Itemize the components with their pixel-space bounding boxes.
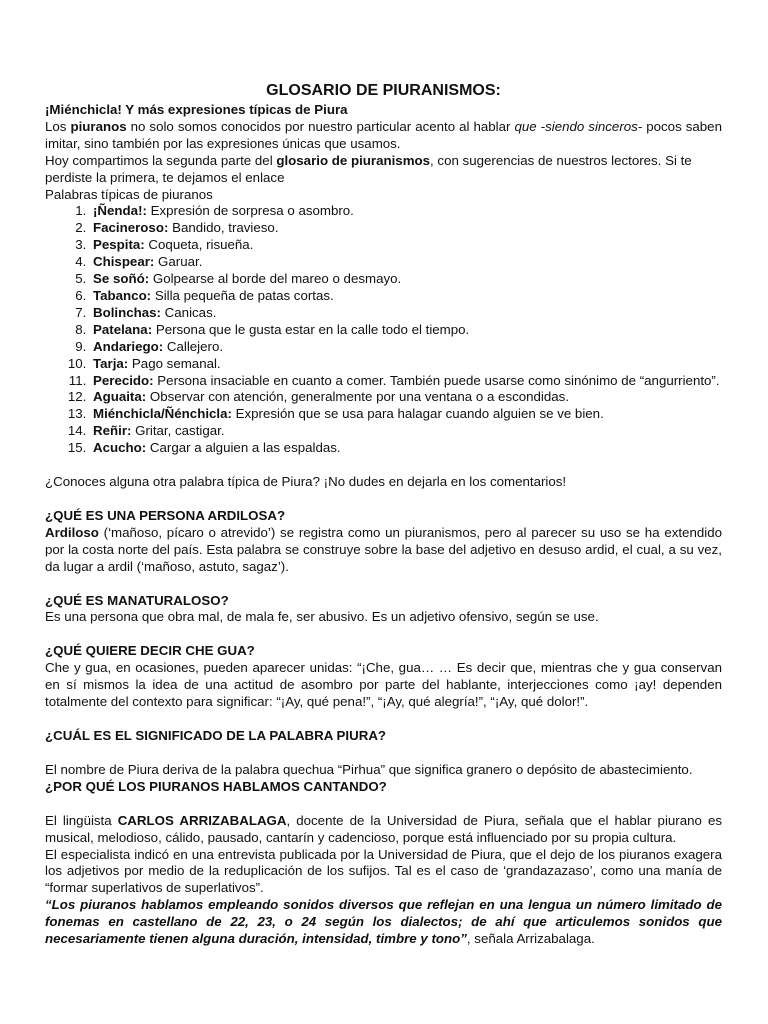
section-heading-ardilosa: ¿QUÉ ES UNA PERSONA ARDILOSA? bbox=[45, 507, 286, 523]
section-heading-manaturaloso: ¿QUÉ ES MANATURALOSO? bbox=[45, 592, 229, 608]
glossary-item: 7. Bolinchas: Canicas. bbox=[90, 305, 722, 322]
arrizabalaga-quote: “Los piuranos hablamos empleando sonidos diversos que reflejan en una lengua un número limitado de fonemas en castellano de 22, 23, o 24 según los dialectos; de ahí que articulemos sonidos que necesariamente tienen alguna duración, intensidad, timbre y tono”, señala Arrizabalaga. bbox=[45, 897, 722, 947]
glossary-item: 6. Tabanco: Silla pequeña de patas cortas. bbox=[90, 288, 722, 305]
document-page bbox=[45, 80, 722, 948]
glossary-item: 8. Patelana: Persona que le gusta estar en la calle todo el tiempo. bbox=[90, 322, 722, 339]
document-title: GLOSARIO DE PIURANISMOS: bbox=[266, 82, 501, 99]
section-text-manaturaloso: Es una persona que obra mal, de mala fe, ser abusivo. Es un adjetivo ofensivo, según se use. bbox=[45, 609, 599, 625]
intro-paragraph-3: Palabras típicas de piuranos bbox=[45, 186, 213, 202]
section-text-ardilosa: Ardiloso (‘mañoso, pícaro o atrevido’) se registra como un piuranismos, pero al parecer su uso se ha extendido por la costa norte del país. Esta palabra se construye sobre la base del adjetivo en desuso ardid, el cual, a su vez, da lugar a ardil (‘mañoso, astuto, sagaz’). bbox=[45, 524, 722, 574]
glossary-item: 12. Aguaita: Observar con atención, generalmente por una ventana o a escondidas. bbox=[90, 389, 722, 406]
comment-invitation: ¿Conoces alguna otra palabra típica de Piura? ¡No dudes en dejarla en los comentarios! bbox=[45, 474, 567, 490]
section-text-cantando-1: El lingüista CARLOS ARRIZABALAGA, docente de la Universidad de Piura, señala que el hablar piurano es musical, melodioso, cálido, pausado, cantarín y cadencioso, porque está influenciado por su propia cultura. bbox=[45, 812, 722, 845]
intro-paragraph-2: Hoy compartimos la segunda parte del glosario de piuranismos, con sugerencias de nuestros lectores. Si te perdiste la primera, te dejamos el enlace bbox=[45, 152, 692, 185]
glossary-item: 10. Tarja: Pago semanal. bbox=[90, 356, 722, 373]
document-subtitle: ¡Miénchicla! Y más expresiones típicas de Piura bbox=[45, 102, 348, 117]
glossary-item: 3. Pespita: Coqueta, risueña. bbox=[90, 237, 722, 254]
section-text-che-gua: Che y gua, en ocasiones, pueden aparecer unidas: “¡Che, gua… … Es decir que, mientras che y gua conservan en sí mismos la idea de una actitud de asombro por parte del hablante, interjecciones como ¡ay! dependen totalmente del contexto para significar: “¡Ay, qué pena!”, “¡Ay, qué alegría!”, “¡Ay, qué dolor!”. bbox=[45, 660, 722, 710]
glossary-item: 2. Facineroso: Bandido, travieso. bbox=[90, 220, 722, 237]
glossary-item: 1. ¡Ñenda!: Expresión de sorpresa o asombro. bbox=[90, 203, 722, 220]
glossary-item: 15. Acucho: Cargar a alguien a las espaldas. bbox=[90, 440, 722, 457]
section-heading-che-gua: ¿QUÉ QUIERE DECIR CHE GUA? bbox=[45, 643, 255, 659]
section-heading-piura: ¿CUÁL ES EL SIGNIFICADO DE LA PALABRA PIURA? bbox=[45, 728, 387, 743]
section-text-piura: El nombre de Piura deriva de la palabra quechua “Pirhua” que significa granero o depósito de abastecimiento. bbox=[45, 761, 693, 777]
glossary-item: 13. Miénchicla/Ñénchicla: Expresión que se usa para halagar cuando alguien se ve bien. bbox=[90, 406, 722, 423]
glossary-item: 14. Reñir: Gritar, castigar. bbox=[90, 423, 722, 440]
glossary-item: 11. Perecido: Persona insaciable en cuanto a comer. También puede usarse como sinónimo de “angurriento”. bbox=[90, 373, 722, 390]
section-heading-cantando: ¿POR QUÉ LOS PIURANOS HABLAMOS CANTANDO? bbox=[45, 778, 387, 794]
section-text-cantando-2: El especialista indicó en una entrevista publicada por la Universidad de Piura, que el dejo de los piuranos exagera los adjetivos por medio de la reduplicación de los sufijos. Tal es el caso de ‘grandazazaso’, como una manía de “formar superlativos de superlativos”. bbox=[45, 846, 722, 896]
glossary-item: 4. Chispear: Garuar. bbox=[90, 254, 722, 271]
intro-paragraph-1: Los piuranos no solo somos conocidos por nuestro particular acento al hablar que -siendo sinceros- pocos saben imitar, sino también por las expresiones únicas que usamos. bbox=[45, 118, 722, 151]
glossary-item: 9. Andariego: Callejero. bbox=[90, 339, 722, 356]
glossary-item: 5. Se soñó: Golpearse al borde del mareo o desmayo. bbox=[90, 271, 722, 288]
glossary-list bbox=[45, 203, 722, 457]
